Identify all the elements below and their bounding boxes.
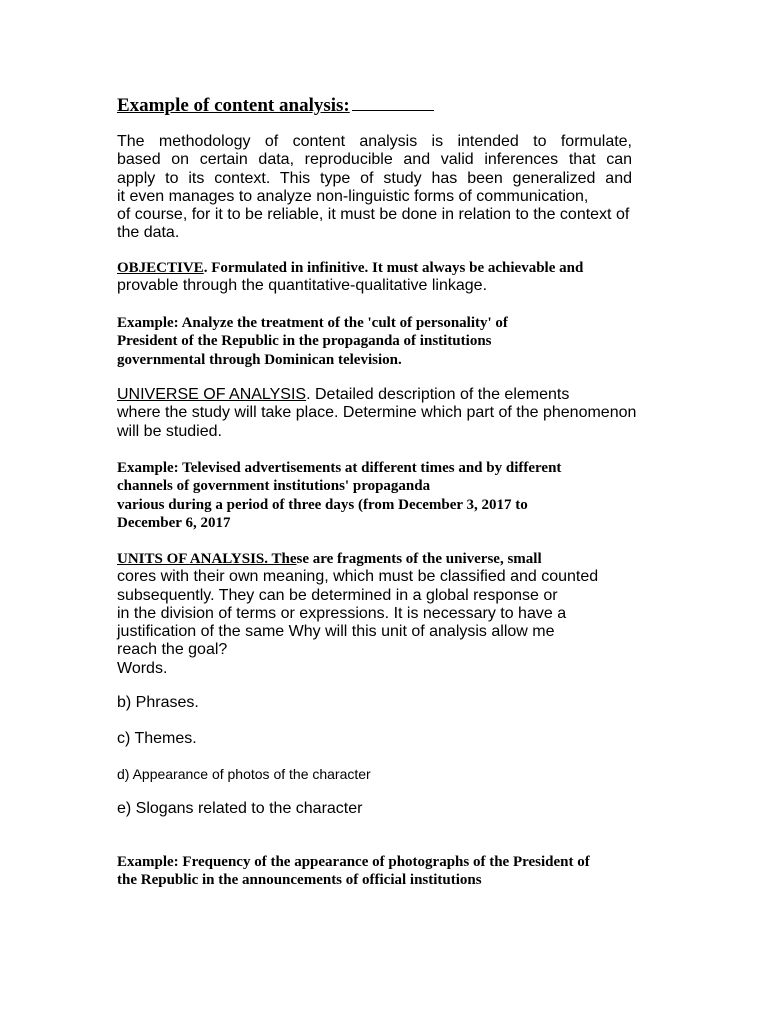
list-item-d: d) Appearance of photos of the character — [117, 766, 371, 782]
universe-line: will be studied. — [117, 422, 222, 440]
universe-example-line: Example: Televised advertisements at different times and by different — [117, 460, 562, 476]
units-line-1 — [117, 550, 598, 568]
final-example-line: Example: Frequency of the appearance of photographs of the President of — [117, 854, 590, 870]
intro-line: The methodology of content analysis is intended to formulate, — [117, 133, 632, 150]
units-line: subsequently. They can be determined in a global response or — [117, 586, 558, 604]
universe-example — [117, 459, 561, 532]
universe-line-1 — [117, 386, 636, 404]
list-item-b: b) Phrases. — [117, 694, 199, 711]
units-line: reach the goal? — [117, 641, 228, 659]
final-example — [117, 853, 590, 890]
units-line: in the division of terms or expressions. It is necessary to have a — [117, 604, 567, 622]
objective-line-1 — [117, 259, 583, 277]
list-item-c: c) Themes. — [117, 730, 197, 747]
list-item-e: e) Slogans related to the character — [117, 800, 363, 817]
universe-example-line: December 6, 2017 — [117, 514, 231, 531]
objective-heading: OBJECTIVE — [117, 260, 204, 276]
objective-example-line: President of the Republic in the propaganda of institutions — [117, 333, 492, 350]
objective-section — [117, 259, 583, 296]
units-heading: UNITS OF ANALYSIS. The — [117, 551, 297, 567]
objective-example-line: Example: Analyze the treatment of the 'cult of personality' of — [117, 315, 508, 331]
universe-heading: UNIVERSE OF ANALYSIS — [117, 386, 307, 403]
intro-line: the data. — [117, 224, 180, 242]
final-example-line: the Republic in the announcements of official institutions — [117, 872, 482, 889]
units-section — [117, 550, 598, 678]
universe-section — [117, 386, 636, 441]
title-blank-underline — [352, 110, 434, 111]
page-title — [117, 95, 434, 117]
units-line: Words. — [117, 659, 168, 677]
universe-rest: . Detailed description of the elements — [306, 386, 570, 403]
title-text: Example of content analysis: — [117, 95, 350, 116]
objective-example — [117, 314, 508, 369]
units-rest: se are fragments of the universe, small — [296, 551, 542, 567]
objective-example-line: governmental through Dominican television. — [117, 351, 402, 368]
intro-paragraph — [117, 133, 632, 243]
universe-line: where the study will take place. Determine which part of the phenomenon — [117, 404, 637, 422]
units-line: cores with their own meaning, which must be classified and counted — [117, 568, 599, 586]
units-line: justification of the same Why will this unit of analysis allow me — [117, 623, 555, 641]
universe-example-line: various during a period of three days (from December 3, 2017 to — [117, 496, 528, 513]
intro-line: based on certain data, reproducible and valid inferences that can — [117, 151, 632, 169]
intro-line: apply to its context. This type of study has been generalized and — [117, 169, 632, 187]
objective-line-2: provable through the quantitative-qualitative linkage. — [117, 277, 488, 295]
universe-example-line: channels of government institutions' propaganda — [117, 478, 431, 495]
intro-line: of course, for it to be reliable, it must be done in relation to the context of — [117, 206, 630, 224]
objective-rest: . Formulated in infinitive. It must always be achievable and — [203, 260, 584, 276]
intro-line: it even manages to analyze non-linguistic forms of communication, — [117, 187, 589, 205]
